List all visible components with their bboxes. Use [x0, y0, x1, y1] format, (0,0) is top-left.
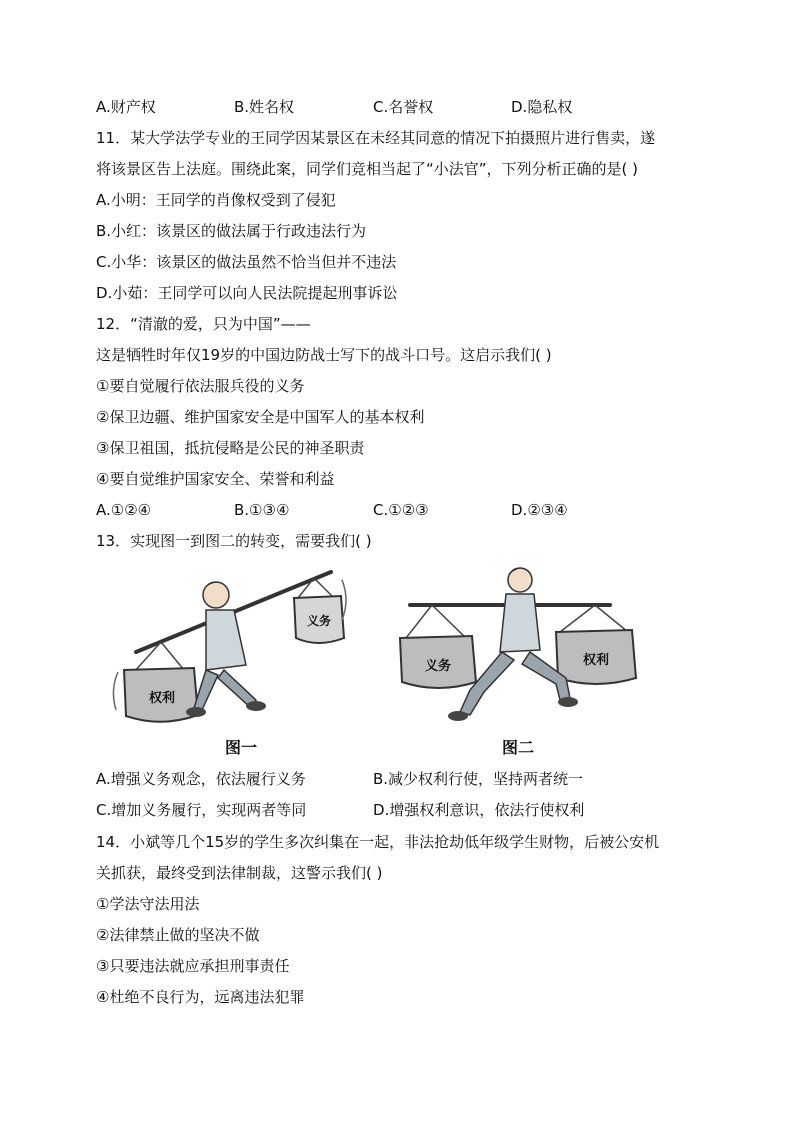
fig2-left-basket-label: 义务 — [424, 659, 452, 674]
fig1-heavy-basket-label: 权利 — [148, 691, 176, 706]
q12-option-c: C.①②③ — [373, 501, 429, 519]
q11-stem-line2: 将该景区告上法庭。围绕此案，同学们竞相当起了“小法官”，下列分析正确的是( ) — [96, 160, 639, 178]
fig2-right-basket-label: 权利 — [582, 653, 610, 668]
q14-item-2: ②法律禁止做的坚决不做 — [96, 926, 260, 944]
q11-option-d: D.小茹：王同学可以向人民法院提起刑事诉讼 — [96, 284, 398, 302]
q11-option-a: A.小明：王同学的肖像权受到了侵犯 — [96, 191, 336, 209]
q12-item-4: ④要自觉维护国家安全、荣誉和利益 — [96, 470, 335, 488]
q11-option-c: C.小华：该景区的做法虽然不恰当但并不违法 — [96, 253, 397, 271]
fig1-light-basket-label: 义务 — [306, 614, 332, 628]
q13-option-d: D.增强权利意识，依法行使权利 — [373, 801, 585, 819]
q12-option-b: B.①③④ — [234, 501, 290, 519]
q12-item-1: ①要自觉履行依法服兵役的义务 — [96, 377, 305, 395]
person-body — [206, 610, 246, 670]
q12-option-a: A.①②④ — [96, 501, 152, 519]
q13-option-c: C.增加义务履行，实现两者等同 — [96, 801, 307, 819]
q10-option-b: B.姓名权 — [234, 98, 295, 116]
q12-option-d: D.②③④ — [511, 501, 568, 519]
q11-option-b: B.小红：该景区的做法属于行政违法行为 — [96, 222, 367, 240]
q13-option-a: A.增强义务观念，依法履行义务 — [96, 770, 306, 788]
q12-stem-line1: 12．“清澈的爱，只为中国”—— — [96, 315, 311, 333]
figure-two-illustration — [380, 560, 660, 740]
figure-two-caption: 图二 — [502, 738, 535, 757]
q10-option-c: C.名誉权 — [373, 98, 434, 116]
q14-item-1: ①学法守法用法 — [96, 895, 200, 913]
q10-option-d: D.隐私权 — [511, 98, 573, 116]
figure-one-caption: 图一 — [225, 738, 258, 757]
person-body — [500, 594, 540, 652]
person-head — [203, 582, 229, 608]
q14-stem-line1: 14．小斌等几个15岁的学生多次纠集在一起，非法抢劫低年级学生财物，后被公安机 — [96, 833, 660, 851]
q14-item-3: ③只要违法就应承担刑事责任 — [96, 957, 290, 975]
q12-stem-line2: 这是牺牲时年仅19岁的中国边防战士写下的战斗口号。这启示我们( ) — [96, 346, 552, 364]
q12-item-3: ③保卫祖国，抵抗侵略是公民的神圣职责 — [96, 439, 365, 457]
q13-stem: 13．实现图一到图二的转变，需要我们( ) — [96, 532, 372, 550]
q11-stem-line1: 11．某大学法学专业的王同学因某景区在未经其同意的情况下拍摄照片进行售卖，遂 — [96, 129, 656, 147]
q13-option-b: B.减少权利行使，坚持两者统一 — [373, 770, 584, 788]
q10-option-a: A.财产权 — [96, 98, 156, 116]
figure-one-illustration — [106, 560, 356, 740]
q12-item-2: ②保卫边疆、维护国家安全是中国军人的基本权利 — [96, 408, 425, 426]
q14-item-4: ④杜绝不良行为，远离违法犯罪 — [96, 988, 305, 1006]
q14-stem-line2: 关抓获，最终受到法律制裁，这警示我们( ) — [96, 864, 383, 882]
